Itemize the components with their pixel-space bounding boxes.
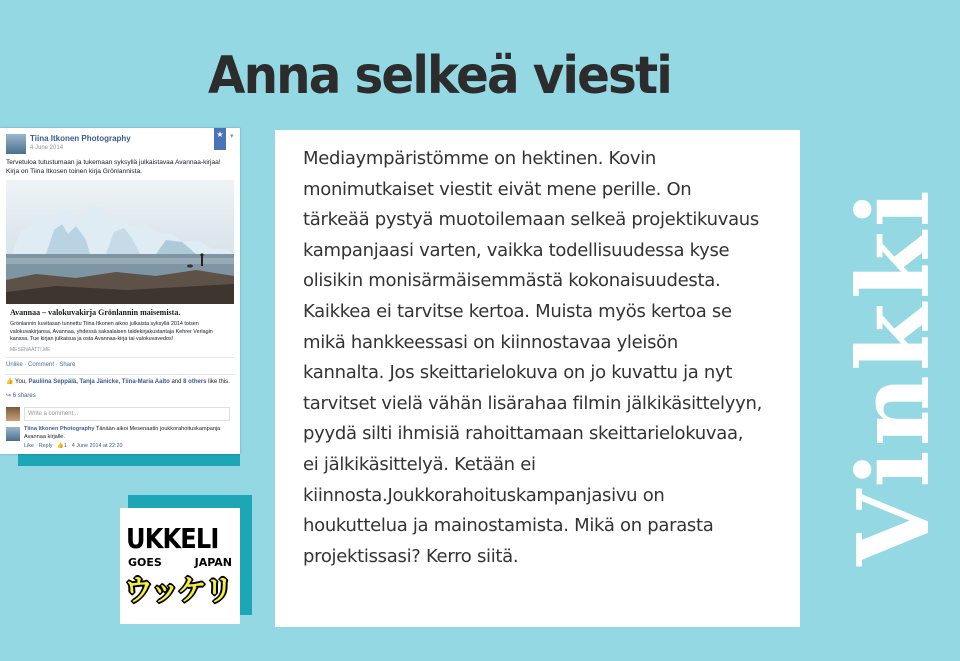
- comment-placeholder: Write a comment...: [28, 411, 79, 417]
- logo-main-text: UKKELI: [126, 522, 219, 555]
- likes-suffix: like this.: [206, 379, 230, 385]
- vinkki-label: Vinkki: [837, 186, 952, 566]
- facebook-post-card: [0, 128, 240, 454]
- likes-others-link[interactable]: 8 others: [183, 379, 207, 385]
- main-text-panel: [275, 130, 800, 627]
- main-text: [303, 144, 763, 572]
- paragraph-1: Mediaympäristömme on hektinen. Kovin monimutkaiset viestit eivät mene perille. On tärkeää pystyä muotoilemaan selkeä projektikuvaus kampanjaasi varten, vaikka todellisuudessa kyse olisikin monisärmäisemmästä kokonaisuudesta.: [303, 148, 759, 292]
- post-actions[interactable]: Unlike · Comment · Share: [6, 362, 76, 368]
- likes-and: and: [169, 379, 184, 385]
- reply-meta: Like · Reply · 👍1 · 4 June 2014 at 22:20: [24, 443, 123, 449]
- likes-line: [6, 378, 230, 385]
- likes-names-link[interactable]: Pauliina Seppälä, Tanja Jänicke, Tiina-Maria Aalto: [28, 379, 170, 385]
- reply-reply-link[interactable]: Reply: [38, 443, 53, 449]
- logo-japan: JAPAN: [194, 556, 232, 569]
- reply-comment: [24, 426, 224, 441]
- link-domain: MESENAATTI.ME: [10, 347, 51, 353]
- reply-like-link[interactable]: Like: [24, 443, 34, 449]
- chevron-down-icon[interactable]: ▾: [230, 133, 234, 140]
- reply-text: Tänään aikoi Mesenaatin joukkorahoituskampanja Avannaa kirjalle.: [24, 426, 221, 440]
- post-text: Tervetuloa tutustumaan ja tukemaan syksyllä julkaistavaa Avannaa-kirjaa! Kirja on Tiina Itkosen toinen kirja Grönlannista.: [6, 159, 221, 175]
- logo-katakana: ウッケリ: [124, 573, 232, 607]
- page-name-link[interactable]: Tiina Itkonen Photography: [30, 134, 131, 143]
- shares-count[interactable]: 6 shares: [12, 393, 36, 399]
- divider: [6, 357, 234, 358]
- comment-input[interactable]: [24, 407, 230, 421]
- link-description: Grönlannin kuvitasan tunnettu Tiina Itkonen aikoo julkaista syksyllä 2014 toisen valokuvakirjansa, Avannaa, yhdessä saksalaisen taidekirjakustantaja Kehrer Verlagin kanssa. Tue kirjan julkaisua ja osta Avannaa-kirja tai valokuvavedos!: [10, 321, 213, 343]
- shares-link[interactable]: [6, 392, 36, 399]
- iceberg-image: [6, 180, 234, 304]
- iceberg-photo[interactable]: [6, 180, 234, 304]
- likes-prefix: You,: [15, 379, 29, 385]
- reply-like-count: 1: [64, 443, 67, 449]
- star-icon: ★: [214, 128, 226, 150]
- ukkeli-logo: [120, 508, 240, 624]
- post-date[interactable]: 4 June 2014: [30, 145, 64, 151]
- share-icon: ↪: [6, 393, 12, 399]
- divider: [6, 374, 234, 375]
- page-avatar[interactable]: [6, 134, 26, 154]
- paragraph-2: Kaikkea ei tarvitse kertoa. Muista myös kertoa se mikä hankkeessasi on kiinnostavaa yleisön kannalta. Jos skeittarielokuva on jo kuvattu ja nyt tarvitset vielä vähän lisärahaa filmin jälkikäsittelyyn, pyydä silti ihmisiä rahoittamaan skeittarielokuvaa, ei jälkikäsittelyä. Ketään ei kiinnosta.Joukkorahoituskampanjasivu on houkuttelua ja mainostamista. Mikä on parasta projektissasi? Kerro siitä.: [303, 300, 762, 567]
- reply-avatar[interactable]: [6, 427, 20, 441]
- link-title[interactable]: Avannaa – valokuvakirja Grönlannin maisemista.: [10, 308, 181, 317]
- page-title: Anna selkeä viesti: [208, 46, 671, 106]
- reply-date[interactable]: 4 June 2014 at 22:20: [71, 443, 123, 449]
- logo-goes: GOES: [128, 556, 162, 569]
- reply-like-icon: 👍: [57, 443, 64, 449]
- thumbs-up-icon: 👍: [6, 379, 14, 385]
- user-avatar: [6, 407, 20, 421]
- reply-author-link[interactable]: Tiina Itkonen Photography: [24, 426, 95, 432]
